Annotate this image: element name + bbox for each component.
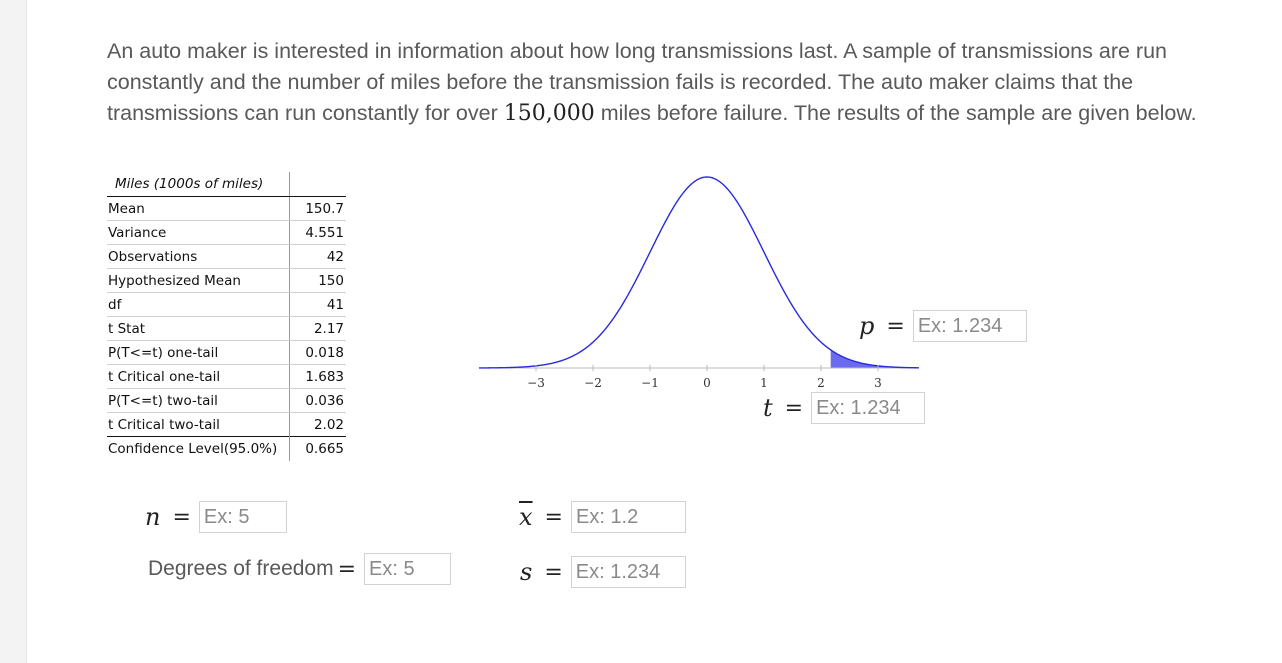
equals-sign: = [544, 504, 563, 530]
table-row [107, 317, 346, 341]
p-label: p [859, 312, 875, 340]
claim-value: 150,000 [503, 101, 595, 126]
x-tick-label: 3 [874, 376, 882, 390]
x-tick-label: −2 [584, 376, 602, 390]
x-axis-ticks [527, 365, 882, 390]
row-value: 150.7 [290, 197, 347, 221]
n-field [145, 501, 287, 533]
x-tick-label: 1 [760, 376, 768, 390]
table-row [107, 293, 346, 317]
row-value: 4.551 [290, 221, 347, 245]
table-row [107, 389, 346, 413]
row-label: Hypothesized Mean [107, 269, 290, 293]
x-tick-label: −3 [527, 376, 545, 390]
degrees-of-freedom-field [148, 553, 451, 585]
equals-sign: = [172, 504, 191, 530]
equals-sign: = [544, 559, 563, 585]
row-label: t Stat [107, 317, 290, 341]
n-label: n [145, 503, 161, 531]
xbar-field [519, 501, 686, 533]
problem-text-before: An auto maker is interested in information about how long transmissions last. A sample of transmissions are run constantly and the number of miles before the transmission fails is recorded. The auto maker claims that the transmissions can run constantly for over [107, 39, 1167, 125]
xbar-label: $\overline{x}$ [519, 503, 533, 531]
table-header: Miles (1000s of miles) [107, 172, 290, 197]
t-distribution-curve [479, 177, 919, 368]
x-tick-label: 2 [817, 376, 825, 390]
row-value: 42 [290, 245, 347, 269]
question-card [26, 0, 1282, 663]
table-row [107, 365, 346, 389]
table-row [107, 269, 346, 293]
row-value: 41 [290, 293, 347, 317]
t-label: t [763, 394, 773, 422]
row-value: 0.665 [290, 437, 347, 462]
s-input[interactable] [571, 556, 686, 588]
row-value: 2.02 [313, 416, 344, 433]
x-tick-label: −1 [641, 376, 659, 390]
row-label: Variance [107, 221, 290, 245]
table-row [107, 437, 346, 462]
table-row [107, 197, 346, 221]
t-value-field [763, 392, 925, 424]
equals-sign: = [784, 395, 804, 421]
table-row [107, 245, 346, 269]
row-label: P(T<=t) two-tail [107, 389, 290, 413]
equals-sign: = [337, 556, 357, 582]
row-value: 150 [290, 269, 347, 293]
row-label: t Critical one-tail [107, 365, 290, 389]
row-value: 1.683 [290, 365, 347, 389]
row-label: Mean [107, 197, 290, 221]
table-row [107, 413, 346, 437]
row-label: df [107, 293, 290, 317]
row-value: 0.018 [290, 341, 347, 365]
row-value: 0.036 [290, 389, 347, 413]
t-value-input[interactable] [811, 392, 925, 424]
t-test-results-table [107, 172, 346, 461]
p-value-input[interactable] [913, 310, 1027, 342]
row-value: 2.17 [290, 317, 347, 341]
row-label: Confidence Level(95.0%) [107, 437, 290, 462]
s-label: s [520, 558, 533, 586]
x-tick-label: 0 [703, 376, 711, 390]
row-label: P(T<=t) one-tail [107, 341, 290, 365]
p-value-field [859, 310, 1027, 342]
t-distribution-graph [449, 165, 919, 395]
equals-sign: = [886, 313, 905, 339]
table-row [107, 221, 346, 245]
n-input[interactable] [199, 501, 287, 533]
row-label: Observations [107, 245, 290, 269]
problem-statement [107, 36, 1217, 129]
xbar-input[interactable] [571, 501, 686, 533]
degrees-of-freedom-label: Degrees of freedom [148, 557, 334, 580]
row-label: t Critical two-tail [107, 413, 290, 437]
degrees-of-freedom-input[interactable] [364, 553, 451, 585]
problem-text-after: miles before failure. The results of the sample are given below. [594, 101, 1197, 125]
s-field [520, 556, 686, 588]
table-row [107, 341, 346, 365]
